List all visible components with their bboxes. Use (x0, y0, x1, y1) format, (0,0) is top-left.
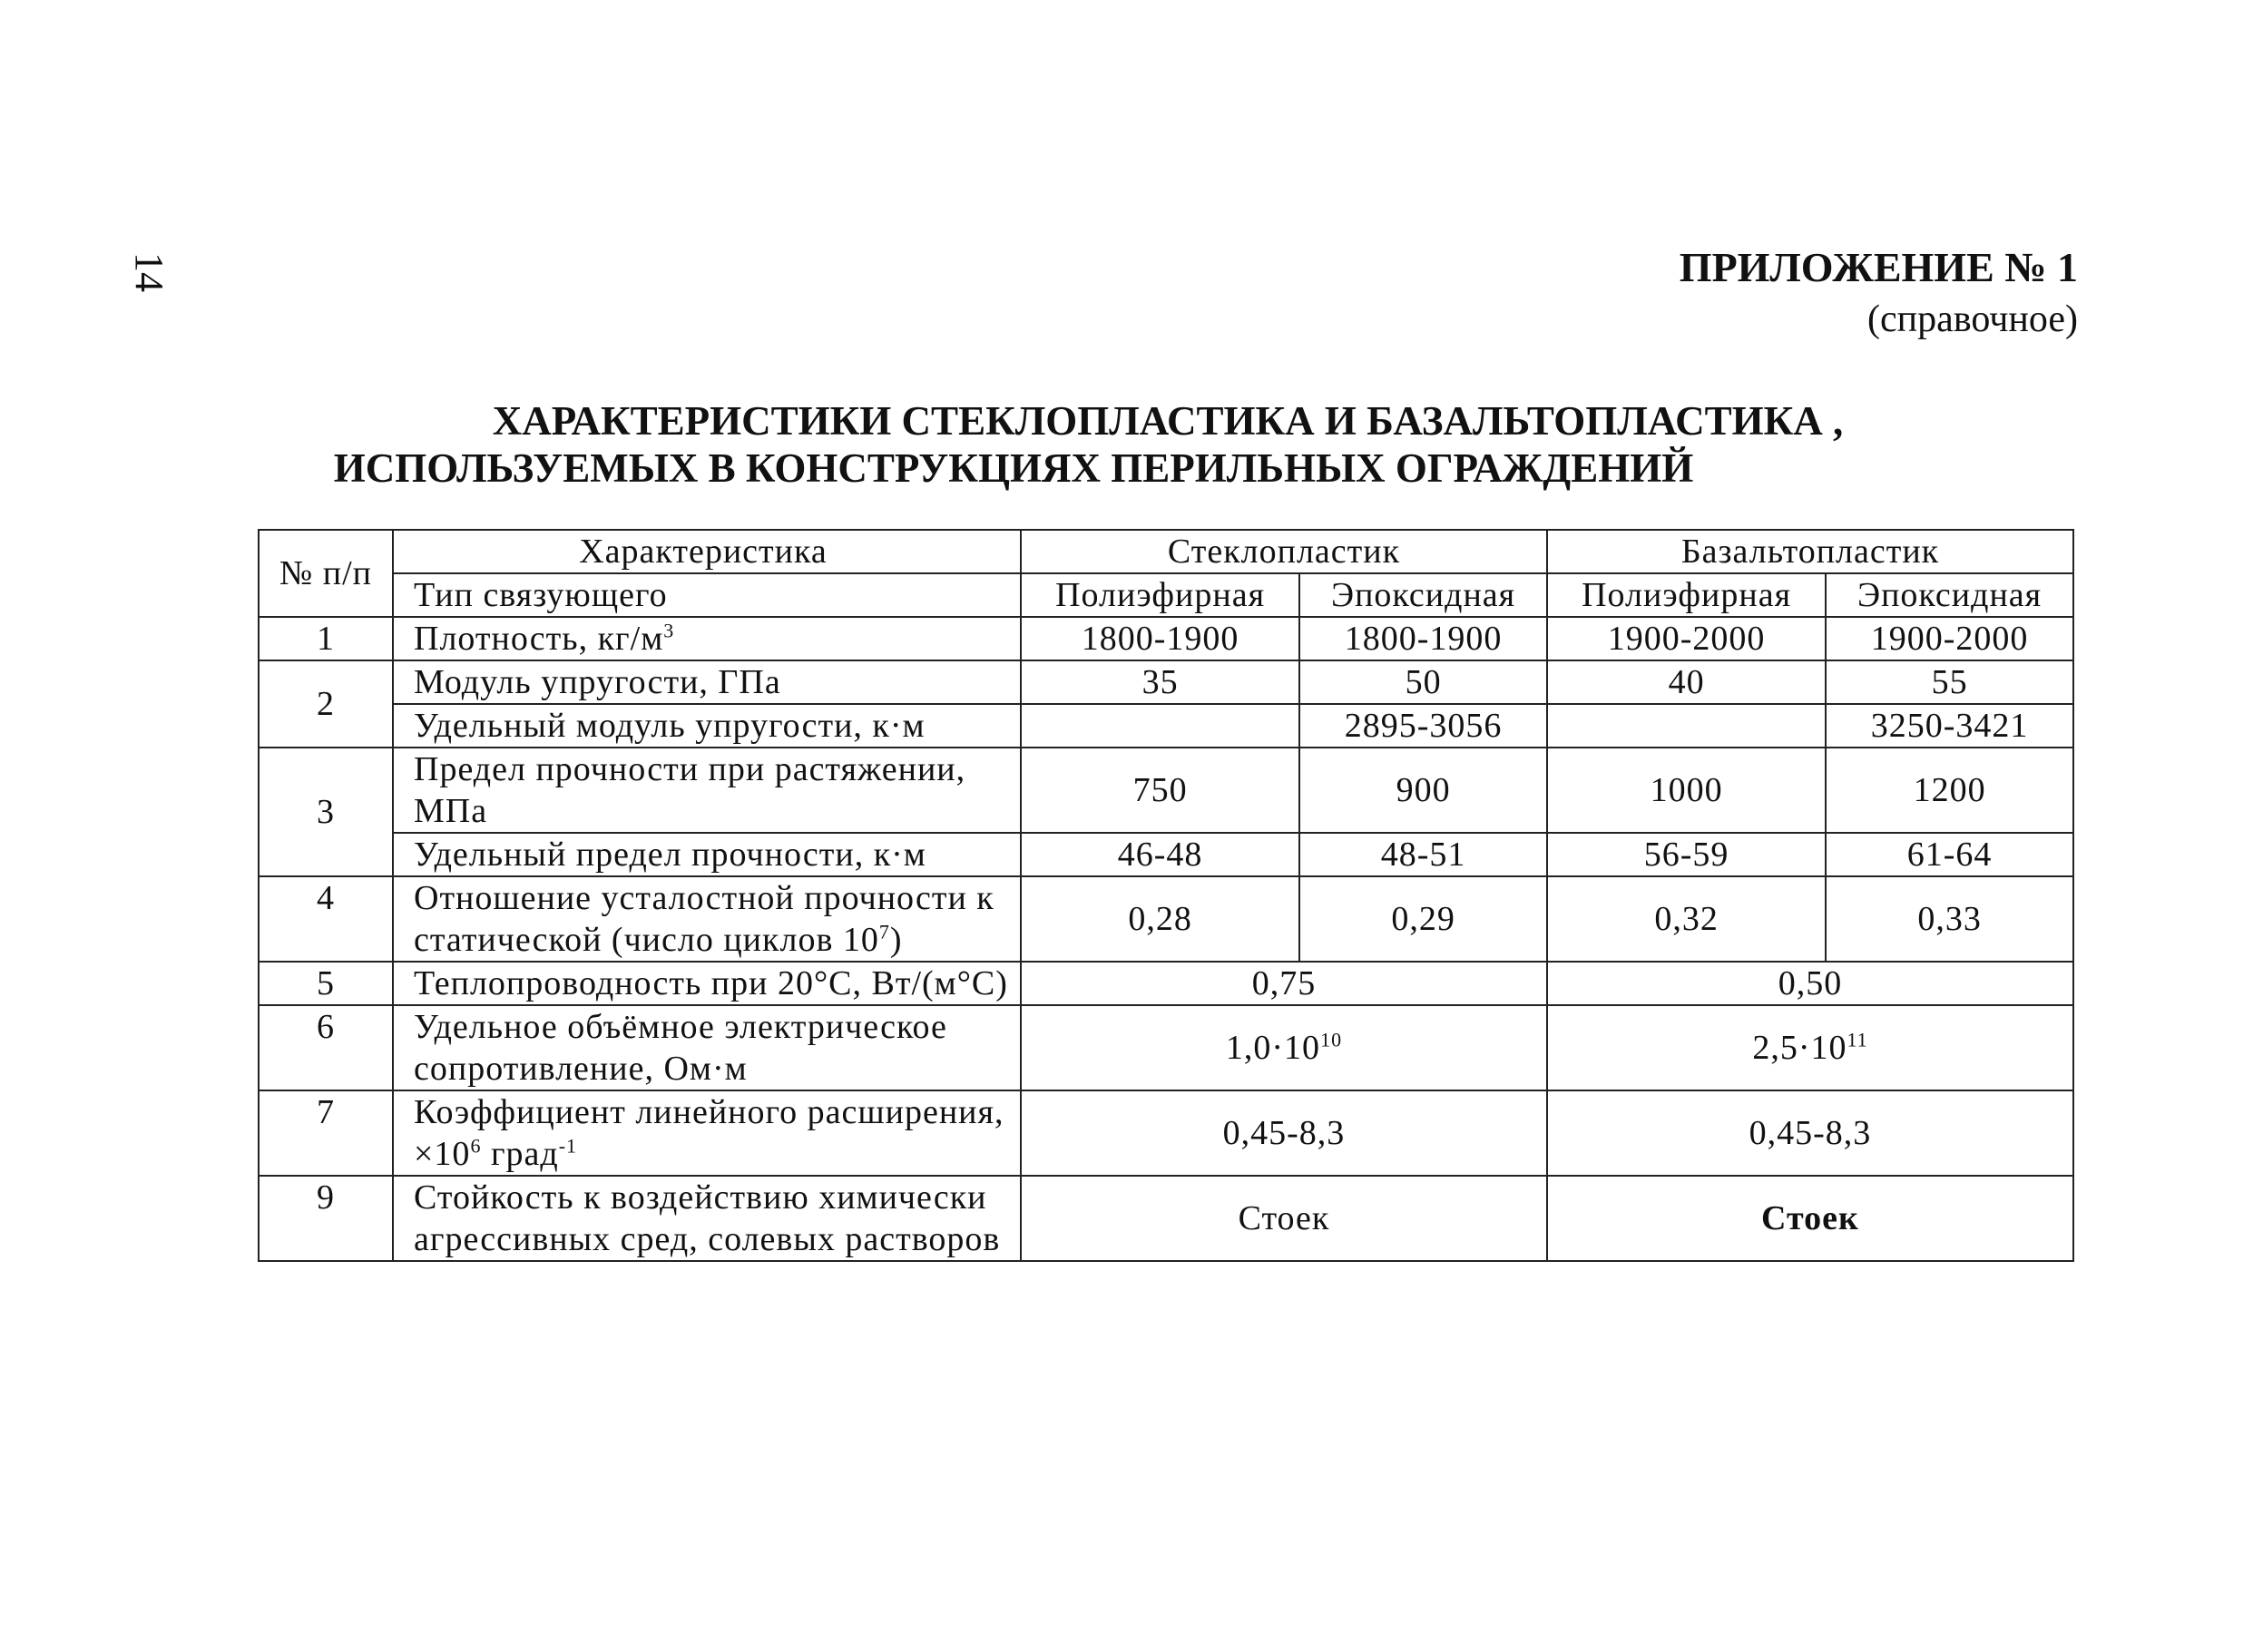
table-row (259, 833, 2073, 876)
cell-value: 0,32 (1547, 876, 1826, 962)
cell-value: 35 (1021, 660, 1299, 704)
cell-value: 55 (1826, 660, 2073, 704)
cell-value: 3250-3421 (1826, 704, 2073, 748)
cell-value: 750 (1021, 748, 1299, 833)
cell-value: 0,28 (1021, 876, 1299, 962)
table-row (259, 1005, 2073, 1090)
table-row (259, 617, 2073, 660)
characteristics-table (258, 529, 2074, 1262)
row-num: 6 (259, 1005, 393, 1090)
row-num: 1 (259, 617, 393, 660)
row-name: Удельный модуль упругости, к·м (393, 704, 1021, 748)
cell-value: 1000 (1547, 748, 1826, 833)
cell-value: 1900-2000 (1826, 617, 2073, 660)
cell-value: $2,5\cdot 10^{11}$ (1547, 1005, 2073, 1090)
cell-value: $1,0\cdot 10^{10}$ (1021, 1005, 1547, 1090)
page-number: 14 (127, 252, 171, 292)
cell-value: Стоек (1021, 1176, 1547, 1261)
cell-value: 0,75 (1021, 962, 1547, 1005)
cell-value: 1200 (1826, 748, 2073, 833)
cell-value: 50 (1299, 660, 1547, 704)
cell-value: 40 (1547, 660, 1826, 704)
table-row (259, 660, 2073, 704)
row-num: 2 (259, 660, 393, 748)
row-num: 4 (259, 876, 393, 962)
cell-value: 0,50 (1547, 962, 2073, 1005)
appendix-title: ПРИЛОЖЕНИЕ № 1 (1679, 244, 2078, 290)
table-row (259, 962, 2073, 1005)
row-name: Удельный предел прочности, к·м (393, 833, 1021, 876)
table-row (259, 704, 2073, 748)
cell-value: 1800-1900 (1021, 617, 1299, 660)
table-row (259, 1090, 2073, 1176)
cell-value: 1800-1900 (1299, 617, 1547, 660)
cell-value (1021, 704, 1299, 748)
heading-line-1: ХАРАКТЕРИСТИКИ СТЕКЛОПЛАСТИКА И БАЗАЛЬТОПЛАСТИКА , (492, 398, 1844, 444)
heading-line-2: ИСПОЛЬЗУЕМЫХ В КОНСТРУКЦИЯХ ПЕРИЛЬНЫХ ОГРАЖДЕНИЙ (333, 445, 1694, 491)
table-row (259, 876, 2073, 962)
header-glass-epoxy: Эпоксидная (1299, 573, 1547, 617)
row-num: 3 (259, 748, 393, 876)
table-row (259, 748, 2073, 833)
cell-value: 0,45-8,3 (1021, 1090, 1547, 1176)
header-basalt: Базальтопластик (1547, 530, 2073, 573)
cell-value: 0,33 (1826, 876, 2073, 962)
header-binder: Тип связующего (393, 573, 1021, 617)
row-name: Удельное объёмное электрическое сопротивление, Ом·м (393, 1005, 1021, 1090)
row-num: 7 (259, 1090, 393, 1176)
row-name: Стойкость к воздействию химически агрессивных сред, солевых растворов (393, 1176, 1021, 1261)
cell-value: 0,45-8,3 (1547, 1090, 2073, 1176)
header-basalt-poly: Полиэфирная (1547, 573, 1826, 617)
row-name: Отношение усталостной прочности к статической (число циклов $10^7$) (393, 876, 1021, 962)
row-name: Коэффициент линейного расширения, $\times 10^6$ град$^{-1}$ (393, 1090, 1021, 1176)
header-num: № п/п (259, 530, 393, 617)
cell-value: Стоек (1547, 1176, 2073, 1261)
row-name: Теплопроводность при 20°C, Вт/(м°С) (393, 962, 1021, 1005)
row-num: 9 (259, 1176, 393, 1261)
header-glass: Стеклопластик (1021, 530, 1547, 573)
cell-value (1547, 704, 1826, 748)
header-basalt-epoxy: Эпоксидная (1826, 573, 2073, 617)
row-name: Плотность, $кг/м^3$ (393, 617, 1021, 660)
cell-value: 1900-2000 (1547, 617, 1826, 660)
row-name: Предел прочности при растяжении, МПа (393, 748, 1021, 833)
header-glass-poly: Полиэфирная (1021, 573, 1299, 617)
appendix-subtitle: (справочное) (1867, 298, 2078, 340)
header-characteristic: Характеристика (393, 530, 1021, 573)
table-header-row (259, 530, 2073, 573)
table-header-row (259, 573, 2073, 617)
cell-value: 48-51 (1299, 833, 1547, 876)
cell-value: 56-59 (1547, 833, 1826, 876)
cell-value: 0,29 (1299, 876, 1547, 962)
row-num: 5 (259, 962, 393, 1005)
cell-value: 2895-3056 (1299, 704, 1547, 748)
cell-value: 46-48 (1021, 833, 1299, 876)
cell-value: 61-64 (1826, 833, 2073, 876)
cell-value: 900 (1299, 748, 1547, 833)
table-row (259, 1176, 2073, 1261)
row-name: Модуль упругости, ГПа (393, 660, 1021, 704)
